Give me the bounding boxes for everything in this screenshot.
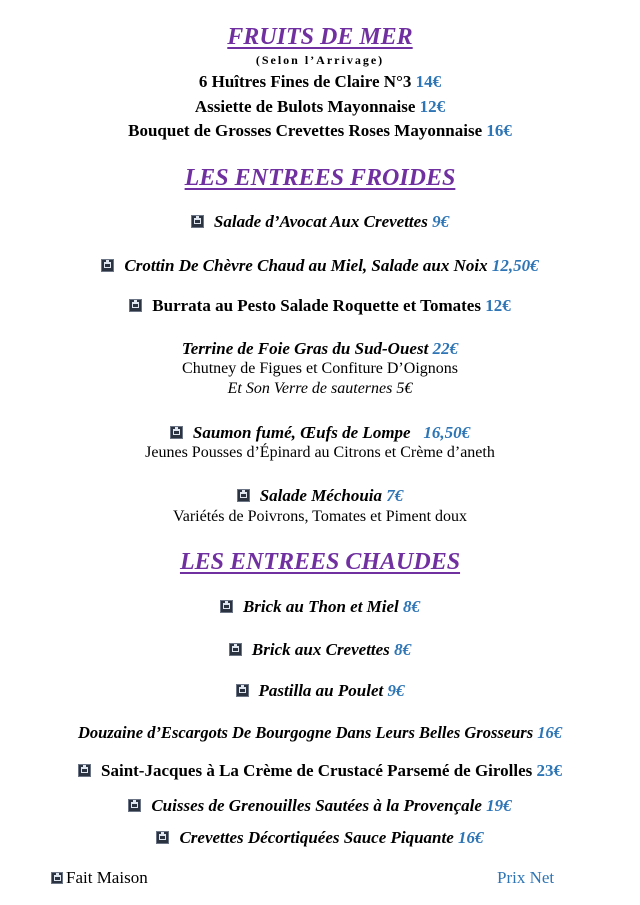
item-price: 16€ [486, 121, 512, 140]
fait-maison-icon [191, 215, 204, 228]
section-title-fruits-de-mer: FRUITS DE MER [227, 24, 413, 50]
menu-item [0, 641, 640, 658]
item-price: 14€ [415, 72, 442, 91]
item-name: Saumon fumé, Œufs de Lompe [192, 423, 411, 442]
item-name: Salade d’Avocat Aux Crevettes [213, 212, 428, 231]
fait-maison-icon [51, 872, 63, 884]
menu-item [0, 682, 640, 699]
item-price: 9€ [432, 212, 450, 231]
item-price: 12€ [419, 97, 446, 116]
menu-item [0, 213, 640, 230]
item-price: 8€ [403, 597, 421, 616]
item-price: 16€ [458, 828, 484, 847]
section-subtitle: (Selon l’Arrivage) [255, 53, 385, 67]
menu-item [0, 257, 640, 274]
item-name: Salade Méchouia [259, 486, 383, 505]
fait-maison-icon [101, 259, 114, 272]
item-name: Saint-Jacques à La Crème de Crustacé Parsemé de Girolles [101, 761, 533, 780]
menu-item [0, 340, 640, 357]
fait-maison-icon [78, 764, 91, 777]
item-name: Brick au Thon et Miel [242, 597, 399, 616]
menu-item [0, 424, 640, 441]
menu-item [0, 829, 640, 846]
item-description: Et Son Verre de sauternes 5€ [227, 380, 413, 397]
item-name: 6 Huîtres Fines de Claire N°3 [198, 72, 412, 91]
menu-item [0, 725, 640, 742]
footer-prix-net [497, 869, 554, 886]
item-price: 12€ [485, 296, 511, 315]
item-name: Bouquet de Grosses Crevettes Roses Mayonnaise [128, 121, 483, 140]
menu-item [0, 297, 640, 314]
menu-item [0, 598, 640, 615]
fait-maison-icon [237, 489, 250, 502]
item-name: Terrine de Foie Gras du Sud-Ouest [181, 339, 429, 358]
item-name: Burrata au Pesto Salade Roquette et Tomates [152, 296, 481, 315]
item-price: 9€ [387, 681, 405, 700]
item-price: 19€ [486, 796, 512, 815]
item-name: Crottin De Chèvre Chaud au Miel, Salade aux Noix [124, 256, 488, 275]
item-description: Chutney de Figues et Confiture D’Oignons [182, 360, 458, 377]
item-price: 8€ [394, 640, 412, 659]
footer-fait-maison: Fait Maison [66, 868, 148, 887]
item-price: 16€ [537, 723, 563, 742]
fait-maison-icon [236, 684, 249, 697]
menu-item [0, 797, 640, 814]
item-name: Pastilla au Poulet [258, 681, 384, 700]
section-title-entrees-froides: LES ENTREES FROIDES [184, 165, 456, 191]
item-price: 7€ [386, 486, 404, 505]
item-price: 22€ [432, 339, 459, 358]
item-description: Variétés de Poivrons, Tomates et Piment doux [172, 508, 468, 525]
item-name: Assiette de Bulots Mayonnaise [194, 97, 416, 116]
section-title-entrees-chaudes: LES ENTREES CHAUDES [179, 549, 461, 575]
menu-item [0, 73, 640, 90]
item-name: Brick aux Crevettes [251, 640, 390, 659]
fait-maison-icon [170, 426, 183, 439]
prix-net-label: Prix Net [497, 868, 555, 887]
item-name: Cuisses de Grenouilles Sautées à la Provençale [151, 796, 482, 815]
fait-maison-icon [156, 831, 169, 844]
item-description: Jeunes Pousses d’Épinard au Citrons et Crème d’aneth [145, 444, 495, 461]
fait-maison-icon [229, 643, 242, 656]
fait-maison-icon [128, 799, 141, 812]
menu-item [0, 487, 640, 504]
item-price: 23€ [536, 761, 562, 780]
fait-maison-icon [220, 600, 233, 613]
menu-item [0, 762, 640, 779]
item-price: 12,50€ [491, 256, 539, 275]
fait-maison-icon [129, 299, 142, 312]
item-price: 16,50€ [423, 423, 471, 442]
footer-legend [51, 869, 148, 886]
item-name: Douzaine d’Escargots De Bourgogne Dans Leurs Belles Grosseurs [77, 723, 534, 742]
menu-item [0, 122, 640, 139]
menu-item [0, 98, 640, 115]
item-name: Crevettes Décortiquées Sauce Piquante [179, 828, 454, 847]
